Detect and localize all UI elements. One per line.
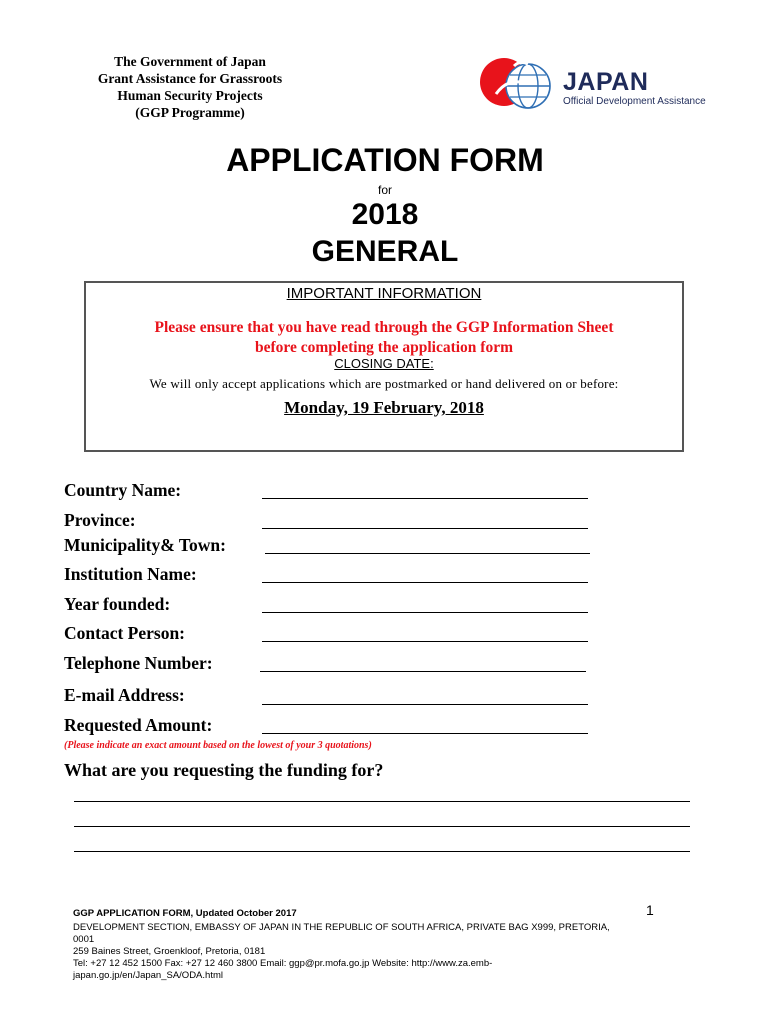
logo-subtitle: Official Development Assistance [563, 96, 706, 107]
funding-answer-line-2[interactable] [74, 826, 690, 827]
footer-address-line-2: 0001 [73, 934, 95, 945]
info-heading: IMPORTANT INFORMATION [286, 285, 482, 302]
org-line-1: The Government of Japan [114, 54, 266, 69]
document-type: GENERAL [311, 235, 459, 268]
funding-question: What are you requesting the funding for? [64, 760, 384, 780]
municipality-town-field[interactable] [265, 553, 590, 554]
telephone-number-field[interactable] [260, 671, 586, 672]
institution-name-field[interactable] [262, 582, 588, 583]
contact-person-field[interactable] [262, 641, 588, 642]
year-founded-field[interactable] [262, 612, 588, 613]
footer-contact-line: Tel: +27 12 452 1500 Fax: +27 12 460 3800 Email: ggp@pr.mofa.go.jp Website: http://www.za.emb- [73, 958, 493, 969]
contact-person-label: Contact Person: [64, 623, 186, 643]
org-line-3: Human Security Projects [117, 88, 263, 103]
province-label: Province: [64, 510, 136, 530]
email-address-field[interactable] [262, 704, 588, 705]
country-name-label: Country Name: [64, 480, 182, 500]
organization-header [60, 53, 320, 121]
info-warning [84, 318, 684, 358]
closing-date-label: CLOSING DATE: [334, 356, 434, 371]
footer-address-line-1: DEVELOPMENT SECTION, EMBASSY OF JAPAN IN THE REPUBLIC OF SOUTH AFRICA, PRIVATE BAG X999, PRETORIA, [73, 922, 610, 933]
logo-wordmark: JAPAN [563, 68, 649, 96]
document-year: 2018 [351, 198, 419, 231]
year-founded-label: Year founded: [64, 594, 171, 614]
requested-amount-label: Requested Amount: [64, 715, 213, 735]
email-address-label: E-mail Address: [64, 685, 185, 705]
requested-amount-note: (Please indicate an exact amount based on the lowest of your 3 quotations) [64, 740, 372, 751]
requested-amount-field[interactable] [262, 733, 588, 734]
org-line-4: (GGP Programme) [135, 105, 245, 120]
org-line-2: Grant Assistance for Grassroots [97, 71, 283, 86]
document-for: for [377, 183, 392, 197]
closing-date-text: We will only accept applications which are postmarked or hand delivered on or before: [149, 376, 619, 391]
footer-title: GGP APPLICATION FORM, Updated October 2017 [73, 908, 297, 919]
province-field[interactable] [262, 528, 588, 529]
warning-line-2: before completing the application form [254, 339, 513, 356]
municipality-town-label: Municipality& Town: [64, 535, 226, 555]
country-name-field[interactable] [262, 498, 588, 499]
telephone-number-label: Telephone Number: [64, 653, 213, 673]
funding-answer-line-3[interactable] [74, 851, 690, 852]
warning-line-1: Please ensure that you have read through the GGP Information Sheet [154, 319, 614, 336]
footer-address-line-3: 259 Baines Street, Groenkloof, Pretoria, 0181 [73, 946, 266, 957]
document-title: APPLICATION FORM [226, 142, 544, 178]
closing-date-value: Monday, 19 February, 2018 [284, 398, 484, 417]
funding-answer-line-1[interactable] [74, 801, 690, 802]
footer-website-line: japan.go.jp/en/Japan_SA/ODA.html [73, 970, 223, 981]
institution-name-label: Institution Name: [64, 564, 197, 584]
page-number: 1 [646, 902, 654, 918]
